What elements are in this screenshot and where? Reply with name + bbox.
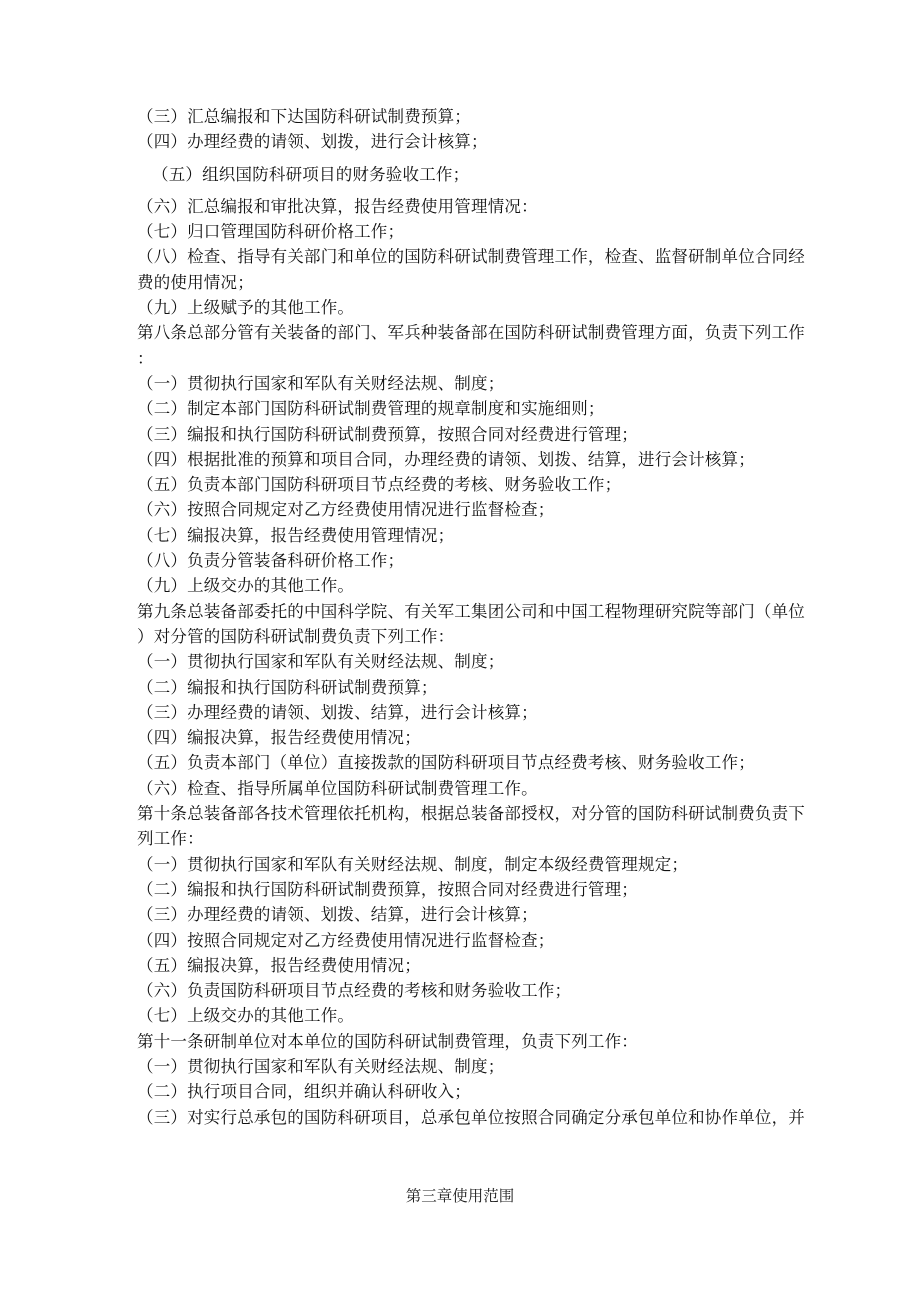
text-line: （三）对实行总承包的国防科研项目，总承包单位按照合同确定分承包单位和协作单位，并: [137, 1107, 805, 1127]
text-line: （六）按照合同规定对乙方经费使用情况进行监督检查；: [137, 500, 555, 520]
text-line: （六）检查、指导所属单位国防科研试制费管理工作。: [137, 778, 538, 798]
text-line: （五）负责本部门国防科研项目节点经费的考核、财务验收工作；: [137, 475, 622, 495]
text-line: （四）编报决算，报告经费使用情况；: [137, 728, 421, 748]
text-line: （四）根据批准的预算和项目合同，办理经费的请领、划拨、结算，进行会计核算；: [137, 449, 755, 469]
text-line: 费的使用情况；: [137, 272, 254, 292]
text-line: （三）办理经费的请领、划拨、结算，进行会计核算；: [137, 905, 538, 925]
text-line: ）对分管的国防科研试制费负责下列工作：: [137, 626, 455, 646]
text-line: 列工作：: [137, 829, 204, 849]
text-line: （一）贯彻执行国家和军队有关财经法规、制度；: [137, 373, 505, 393]
text-line: （二）编报和执行国防科研试制费预算；: [137, 677, 438, 697]
article-heading: 第十一条研制单位对本单位的国防科研试制费管理，负责下列工作：: [137, 1031, 638, 1051]
text-line: （三）办理经费的请领、划拨、结算，进行会计核算；: [137, 702, 538, 722]
text-line: （四）按照合同规定对乙方经费使用情况进行监督检查；: [137, 930, 555, 950]
text-line: （九）上级赋予的其他工作。: [137, 298, 355, 318]
text-line: ：: [137, 348, 154, 368]
article-heading: 第十条总装备部各技术管理依托机构，根据总装备部授权，对分管的国防科研试制费负责下: [137, 804, 805, 824]
text-line: （七）上级交办的其他工作。: [137, 1006, 355, 1026]
text-line: （二）编报和执行国防科研试制费预算，按照合同对经费进行管理；: [137, 879, 638, 899]
text-line: （六）负责国防科研项目节点经费的考核和财务验收工作；: [137, 981, 572, 1001]
article-heading: 第八条总部分管有关装备的部门、军兵种装备部在国防科研试制费管理方面，负责下列工作: [137, 323, 805, 343]
document-body: [137, 104, 805, 1130]
text-line: （一）贯彻执行国家和军队有关财经法规、制度；: [137, 1056, 505, 1076]
text-line: （二）制定本部门国防科研试制费管理的规章制度和实施细则；: [137, 399, 605, 419]
text-line: （七）编报决算，报告经费使用管理情况；: [137, 525, 455, 545]
text-line: （五）组织国防科研项目的财务验收工作；: [152, 164, 470, 184]
text-line: （三）汇总编报和下达国防科研试制费预算；: [137, 107, 471, 126]
text-line: （三）编报和执行国防科研试制费预算，按照合同对经费进行管理；: [137, 424, 638, 444]
text-line: （九）上级交办的其他工作。: [137, 576, 355, 596]
text-line: （五）编报决算，报告经费使用情况；: [137, 955, 421, 975]
text-line: （五）负责本部门（单位）直接拨款的国防科研项目节点经费考核、财务验收工作；: [137, 753, 755, 773]
text-line: （四）办理经费的请领、划拨，进行会计核算；: [137, 132, 488, 152]
page-footer-chapter: 第三章使用范围: [405, 1187, 515, 1205]
text-line: （一）贯彻执行国家和军队有关财经法规、制度；: [137, 652, 505, 672]
text-line: （八）检查、指导有关部门和单位的国防科研试制费管理工作，检查、监督研制单位合同经: [137, 247, 805, 267]
text-line: （八）负责分管装备科研价格工作；: [137, 551, 405, 571]
article-heading: 第九条总装备部委托的中国科学院、有关军工集团公司和中国工程物理研究院等部门（单位: [137, 601, 805, 621]
text-line: （七）归口管理国防科研价格工作；: [137, 222, 405, 242]
text-line: （二）执行项目合同，组织并确认科研收入；: [137, 1082, 471, 1102]
text-line: （一）贯彻执行国家和军队有关财经法规、制度，制定本级经费管理规定；: [137, 854, 689, 874]
text-line: （六）汇总编报和审批决算，报告经费使用管理情况：: [137, 196, 538, 216]
